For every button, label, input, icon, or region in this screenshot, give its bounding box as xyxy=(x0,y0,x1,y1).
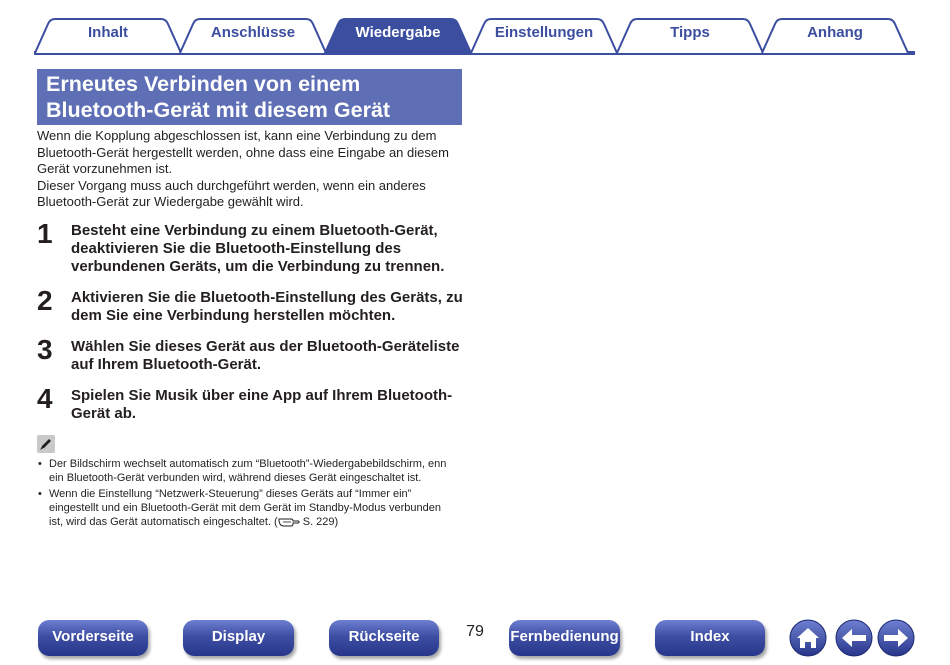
note-line: Wenn die Einstellung “Netzwerk-Steuerung” dieses Geräts auf “Immer ein” xyxy=(49,488,412,500)
rueckseite-button[interactable]: Rückseite xyxy=(329,620,439,656)
note-line: ist, wird das Gerät automatisch eingeschaltet. ( xyxy=(49,516,278,528)
step-line: Gerät ab. xyxy=(71,404,137,422)
step-line: Aktivieren Sie die Bluetooth-Einstellung des Geräts, zu xyxy=(71,289,463,306)
step-line: verbundenen Geräts, um die Verbindung zu trennen. xyxy=(71,257,445,275)
tab-wiedergabe[interactable] xyxy=(320,18,476,53)
section-title xyxy=(37,69,462,125)
intro-line: Dieser Vorgang muss auch durchgeführt werden, wenn ein anderes xyxy=(37,177,426,193)
note-line-ref xyxy=(49,515,468,531)
tab-label: Einstellungen xyxy=(494,24,594,41)
tab-label: Anschlüsse xyxy=(210,24,296,41)
display-button[interactable]: Display xyxy=(183,620,294,656)
step-line: auf Ihrem Bluetooth-Gerät. xyxy=(71,355,262,373)
note-line: eingestellt und ein Bluetooth-Gerät mit dem Gerät im Standby-Modus verbunden xyxy=(49,502,441,514)
step-line: Wählen Sie dieses Gerät aus der Bluetooth-Geräteliste xyxy=(71,338,460,355)
step-line: deaktivieren Sie die Bluetooth-Einstellung des xyxy=(71,239,402,257)
bullet-dot: • xyxy=(38,458,42,470)
step-number: 4 xyxy=(37,383,53,414)
step-text xyxy=(71,387,471,423)
step-4 xyxy=(37,383,477,425)
tab-label: Tipps xyxy=(670,24,710,41)
note-line: Der Bildschirm wechselt automatisch zum “Bluetooth”-Wiedergabebildschirm, enn xyxy=(49,458,447,470)
fernbedienung-button[interactable]: Fernbedienung xyxy=(509,620,620,656)
note-line: ein Bluetooth-Gerät verbunden wird, während dieses Gerät eingeschaltet ist. xyxy=(49,472,422,484)
step-number: 1 xyxy=(37,218,53,249)
step-text xyxy=(71,289,471,325)
tab-label: Wiedergabe xyxy=(355,24,441,41)
note-item xyxy=(38,487,468,531)
tab-tipps[interactable] xyxy=(612,18,768,53)
pencil-note-icon xyxy=(37,435,55,453)
note-list xyxy=(38,457,468,533)
vorderseite-button[interactable]: Vorderseite xyxy=(38,620,148,656)
step-1 xyxy=(37,218,477,278)
section-title-line: Bluetooth-Gerät mit diesem Gerät xyxy=(46,98,391,122)
forward-arrow-icon[interactable] xyxy=(877,619,915,657)
step-2 xyxy=(37,285,477,327)
tab-einstellungen[interactable] xyxy=(466,18,622,53)
intro-text xyxy=(37,128,467,211)
tab-anschluesse[interactable] xyxy=(175,18,331,53)
step-number: 3 xyxy=(37,334,53,365)
step-number: 2 xyxy=(37,285,53,316)
back-arrow-icon[interactable] xyxy=(835,619,873,657)
intro-line: Bluetooth-Gerät zur Wiedergabe gewählt wird. xyxy=(37,194,304,209)
index-button[interactable]: Index xyxy=(655,620,765,656)
home-icon[interactable] xyxy=(789,619,827,657)
page-number: 79 xyxy=(466,623,484,640)
step-3 xyxy=(37,334,477,376)
tab-label: Anhang xyxy=(807,24,863,41)
step-line: Besteht eine Verbindung zu einem Bluetooth-Gerät, xyxy=(71,222,438,239)
note-ref-page[interactable]: S. 229) xyxy=(299,516,339,528)
step-text xyxy=(71,222,471,275)
tab-label: Inhalt xyxy=(88,24,128,41)
tab-anhang[interactable] xyxy=(757,18,913,53)
note-item xyxy=(38,457,468,485)
tab-inhalt[interactable] xyxy=(30,18,186,53)
bullet-dot: • xyxy=(38,488,42,500)
section-title-line: Erneutes Verbinden von einem xyxy=(46,72,361,96)
step-line: dem Sie eine Verbindung herstellen möchten. xyxy=(71,306,396,324)
step-line: Spielen Sie Musik über eine App auf Ihrem Bluetooth- xyxy=(71,387,453,404)
tab-bar xyxy=(0,0,950,60)
intro-line: Gerät vorzunehmen ist. xyxy=(37,161,173,176)
step-text xyxy=(71,338,471,374)
reference-hand-icon[interactable] xyxy=(278,516,300,531)
intro-line: Bluetooth-Gerät hergestellt werden, ohne dass eine Eingabe an diesem xyxy=(37,144,449,160)
intro-line: Wenn die Kopplung abgeschlossen ist, kann eine Verbindung zu dem xyxy=(37,128,437,143)
